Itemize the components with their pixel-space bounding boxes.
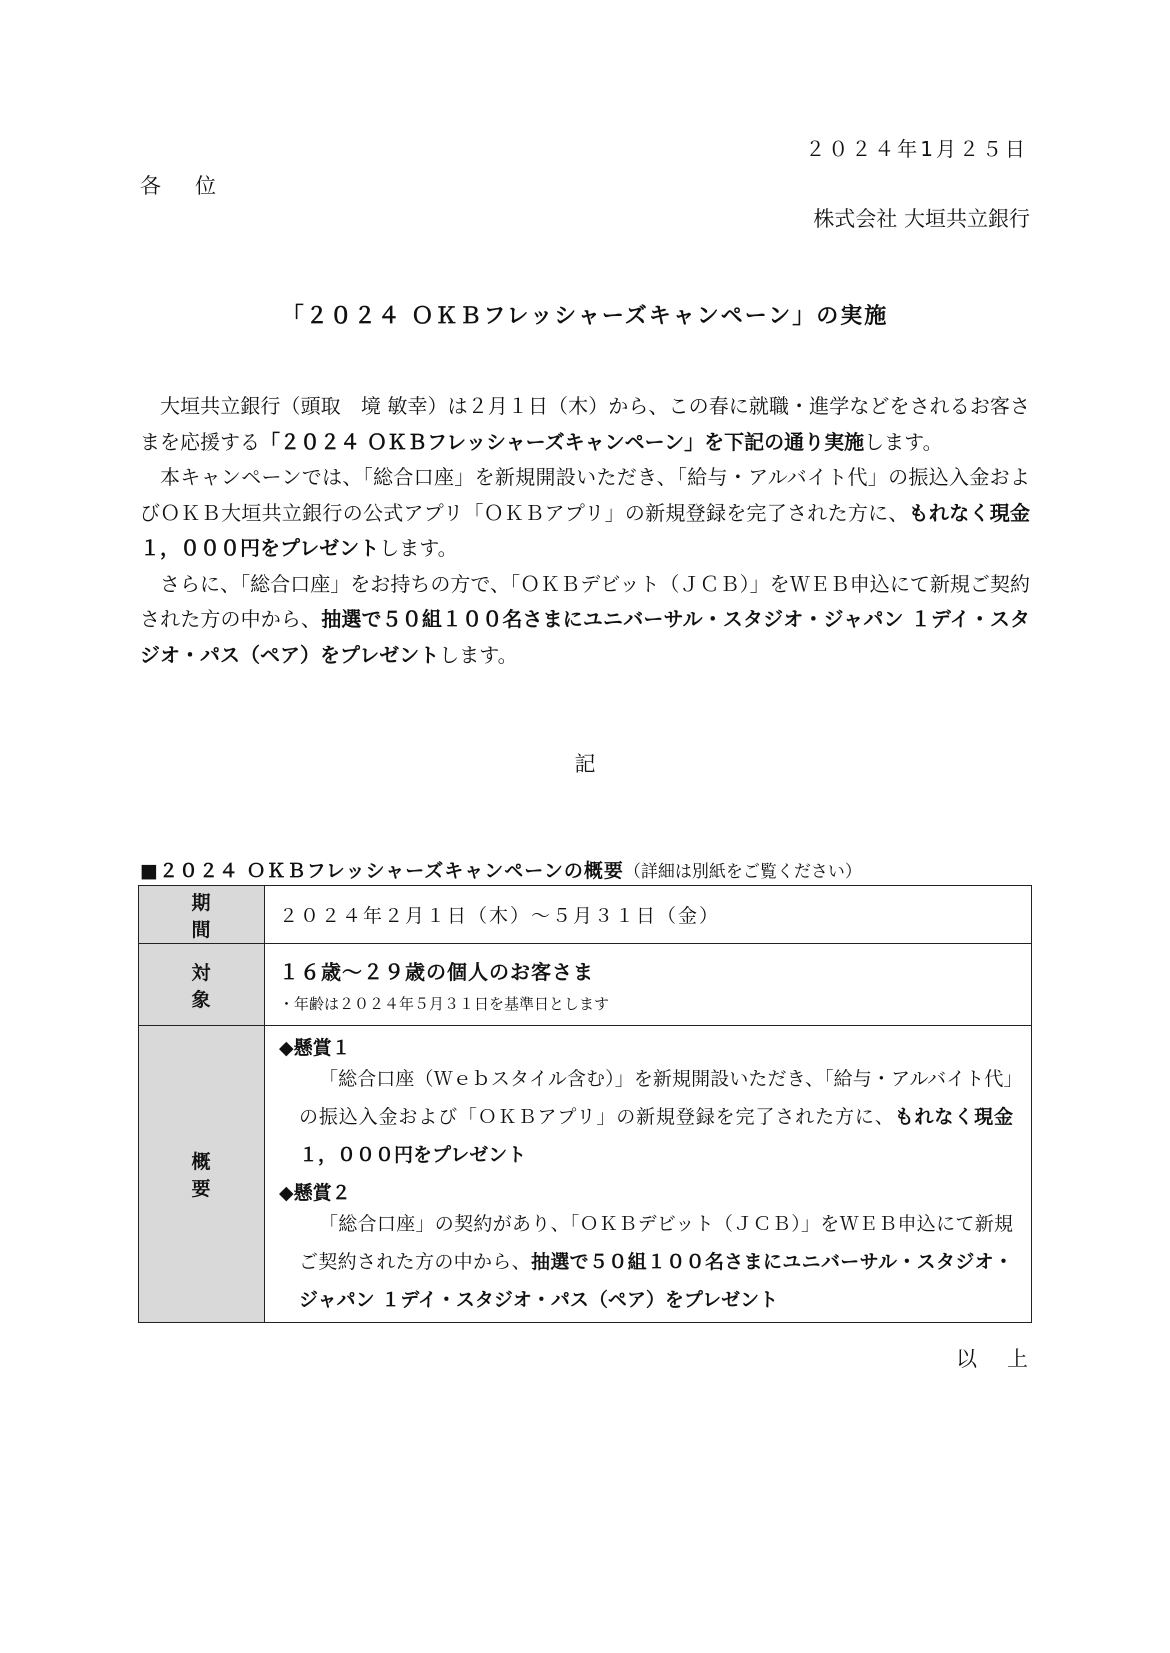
prize-1-emphasis: もれなく現金１，０００円をプレゼント — [299, 1106, 1013, 1166]
document-title: 「２０２４ ＯＫＢフレッシャーズキャンペーン」の実施 — [281, 304, 889, 329]
paragraph-1-emphasis: 「２０２４ ＯＫＢフレッシャーズキャンペーン」を下記の通り実施 — [260, 429, 865, 454]
paragraph-2 — [140, 460, 1030, 567]
prize-1-body — [279, 1060, 1013, 1174]
paragraph-3-text: さらに、「総合口座」をお持ちの方で、「ＯＫＢデビット（ＪＣＢ）」をＷＥＢ申込にて新規ご契約された方の中から、 — [140, 571, 1030, 631]
paragraph-2-text: 本キャンペーンでは、「総合口座」を新規開設いただき、「給与・アルバイト代」の振込入金およびＯＫＢ大垣共立銀行の公式アプリ「ＯＫＢアプリ」の新規登録を完了された方に、 — [140, 465, 1030, 525]
closing-mark: 以上 — [956, 1347, 1058, 1371]
body-text — [140, 389, 1030, 673]
target-value: １６歳～２９歳の個人のお客さま — [279, 959, 594, 984]
overview-label: 概要 — [139, 1026, 265, 1323]
prize-2-text: 「総合口座」の契約があり、「ＯＫＢデビット（ＪＣＢ）」をＷＥＢ申込にて新規ご契約された方の中から、 — [299, 1213, 1013, 1273]
target-label: 対象 — [139, 944, 265, 1026]
period-value: ２０２４年２月１日（木）～５月３１日（金） — [265, 886, 1032, 944]
prize-2-emphasis: 抽選で５０組１００名さまにユニバーサル・スタジオ・ジャパン １デイ・スタジオ・パス（ペア）をプレゼント — [299, 1251, 1013, 1311]
paragraph-2-emphasis: もれなく現金１，０００円をプレゼント — [140, 500, 1031, 560]
ki-marker: 記 — [574, 752, 596, 776]
prize-2-body — [279, 1205, 1013, 1319]
paragraph-3-emphasis: 抽選で５０組１００名さまにユニバーサル・スタジオ・ジャパン １デイ・スタジオ・パス（ペア）をプレゼント — [140, 607, 1031, 667]
document-date: ２０２４年1月２５日 — [805, 137, 1028, 161]
table-row-overview — [139, 1026, 1032, 1323]
prize-1-text: 「総合口座（Ｗｅｂスタイル含む）」を新規開設いただき、「給与・アルバイト代」の振込入金および「ＯＫＢアプリ」の新規登録を完了された方に、 — [299, 1068, 1013, 1128]
period-label: 期間 — [139, 886, 265, 944]
paragraph-1-text: 大垣共立銀行（頭取 境 敏幸）は２月１日（木）から、この春に就職・進学などをされるお客さまを応援する — [140, 394, 1030, 454]
overview-cell — [265, 1026, 1032, 1323]
table-row-period — [139, 886, 1032, 944]
paragraph-1 — [140, 389, 1030, 460]
issuer-name: 株式会社 大垣共立銀行 — [813, 207, 1030, 231]
prize-1-heading: ◆懸賞１ — [279, 1037, 351, 1059]
paragraph-3-end: します。 — [439, 642, 518, 667]
table-row-target — [139, 944, 1032, 1026]
target-note: ・年齢は２０２４年５月３１日を基準日とします — [279, 994, 610, 1013]
summary-table — [138, 885, 1032, 1323]
addressee: 各位 — [140, 174, 250, 198]
summary-heading — [140, 856, 862, 883]
target-cell — [265, 944, 1032, 1026]
prize-2-heading: ◆懸賞２ — [279, 1182, 351, 1204]
paragraph-2-end: します。 — [379, 536, 458, 560]
paragraph-1-end: します。 — [864, 429, 943, 454]
summary-heading-text: ■２０２４ ＯＫＢフレッシャーズキャンペーンの概要 — [140, 860, 624, 882]
paragraph-3 — [140, 567, 1030, 674]
summary-heading-note: （詳細は別紙をご覧ください） — [623, 862, 862, 882]
